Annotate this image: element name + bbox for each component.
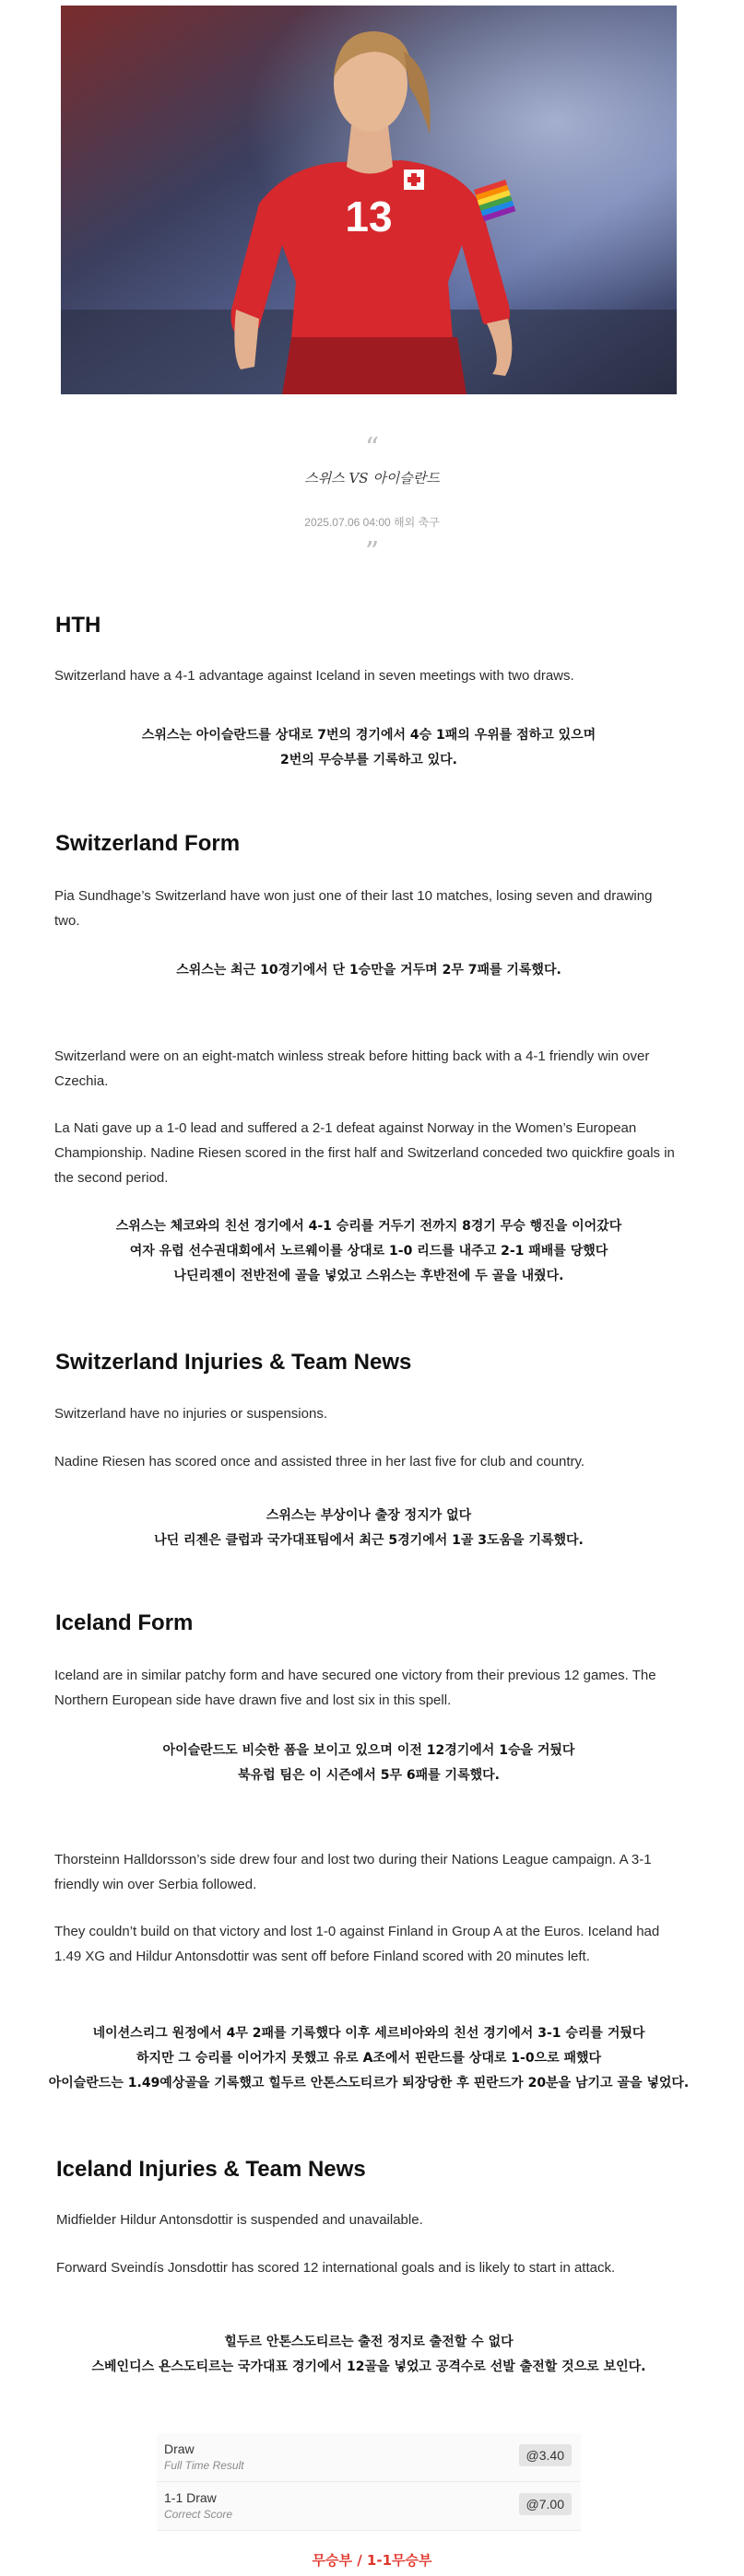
quote-close-icon: ” [364, 536, 380, 568]
paragraph: Nadine Riesen has scored once and assisted three in her last five for club and country. [54, 1454, 585, 1469]
selection-name: Draw [164, 2441, 195, 2456]
final-pick: 무승부 / 1-1무승부 [312, 2552, 432, 2569]
paragraph: Iceland are in similar patchy form and have secured one victory from their previous 12 games. The Northern European side have drawn five and lost six in this spell. [54, 1668, 656, 1708]
odds-table [157, 2433, 581, 2531]
odds-row[interactable] [157, 2482, 581, 2531]
post-meta: 2025.07.06 04:00 해외 축구 [304, 516, 440, 529]
korean-line: 스위스는 최근 10경기에서 단 1승만을 거두며 2무 7패를 기록했다. [176, 963, 561, 978]
odds-row[interactable] [157, 2433, 581, 2482]
korean-line: 2번의 무승부를 기록하고 있다. [280, 753, 457, 767]
section-heading-switzerland-injuries: Switzerland Injuries & Team News [55, 1350, 412, 1375]
paragraph: Thorsteinn Halldorsson’s side drew four and lost two during their Nations League campaign. A 3-1 friendly win over Serbia followed. [54, 1852, 652, 1892]
korean-summary [37, 1739, 701, 1788]
odds-price-button[interactable]: @3.40 [519, 2444, 572, 2466]
korean-summary [37, 1214, 701, 1289]
korean-line: 스위스는 부상이나 출장 정지가 없다 [266, 1508, 472, 1523]
korean-line: 네이션스리그 원정에서 4무 2패를 기록했다 이후 세르비아와의 친선 경기에서 3-1 승리를 거뒀다 [92, 2026, 645, 2041]
section-heading-iceland-form: Iceland Form [55, 1610, 194, 1635]
korean-line: 스위스는 체코와의 친선 경기에서 4-1 승리를 거두기 전까지 8경기 무승 행진을 이어갔다 [115, 1219, 622, 1234]
hero-image [61, 6, 677, 394]
selection-name: 1-1 Draw [164, 2490, 217, 2505]
korean-line: 스베인디스 욘스도티르는 국가대표 경기에서 12골을 넣었고 공격수로 선발 출전할 것으로 보인다. [91, 2359, 646, 2374]
paragraph: Midfielder Hildur Antonsdottir is suspended and unavailable. [56, 2212, 423, 2228]
korean-line: 하지만 그 승리를 이어가지 못했고 유로 A조에서 핀란드를 상대로 1-0으로 패했다 [136, 2051, 602, 2066]
korean-line: 나딘 리젠은 클럽과 국가대표팀에서 최근 5경기에서 1골 3도움을 기록했다. [154, 1533, 584, 1548]
korean-summary [37, 723, 701, 773]
korean-line: 여자 유럽 선수권대회에서 노르웨이를 상대로 1-0 리드를 내주고 2-1 패배를 당했다 [129, 1244, 608, 1259]
section-heading-switzerland-form: Switzerland Form [55, 831, 241, 856]
section-heading-hth: HTH [55, 613, 101, 638]
korean-summary [37, 2330, 701, 2380]
korean-line: 아이슬란드도 비슷한 폼을 보이고 있으며 이전 12경기에서 1승을 거뒀다 [162, 1743, 575, 1758]
korean-summary [18, 2021, 719, 2096]
korean-line: 북유럽 팀은 이 시즌에서 5무 6패를 기록했다. [238, 1768, 500, 1783]
paragraph: They couldn’t build on that victory and lost 1-0 against Finland in Group A at the Euros. Iceland had 1.49 XG and Hildur Antonsdottir was sent off before Finland scored with 20 minutes left. [54, 1924, 660, 1964]
korean-line: 아이슬란드는 1.49예상골을 기록했고 힐두르 안톤스도티르가 퇴장당한 후 핀란드가 20분을 남기고 골을 넣었다. [48, 2076, 690, 2090]
player-illustration [61, 6, 677, 394]
korean-line: 힐두르 안톤스도티르는 출전 정지로 출전할 수 없다 [224, 2335, 514, 2349]
market-name: Correct Score [164, 2508, 233, 2521]
paragraph: Switzerland have a 4-1 advantage against Iceland in seven meetings with two draws. [54, 668, 574, 684]
korean-summary [37, 1504, 701, 1553]
odds-price-button[interactable]: @7.00 [519, 2493, 572, 2515]
jersey-number: 13 [345, 193, 393, 240]
korean-line: 나딘리젠이 전반전에 골을 넣었고 스위스는 후반전에 두 골을 내줬다. [173, 1269, 564, 1283]
quote-open-icon: “ [364, 432, 380, 464]
paragraph: Switzerland have no injuries or suspensions. [54, 1406, 327, 1422]
page-title: 스위스 VS 아이슬란드 [304, 470, 440, 486]
paragraph: La Nati gave up a 1-0 lead and suffered a 2-1 defeat against Norway in the Women’s European Championship. Nadine Riesen scored in the first half and Switzerland conceded two quickfire goals in the second period. [54, 1120, 675, 1186]
paragraph: Switzerland were on an eight-match winless streak before hitting back with a 4-1 friendly win over Czechia. [54, 1048, 650, 1089]
market-name: Full Time Result [164, 2459, 244, 2472]
section-heading-iceland-injuries: Iceland Injuries & Team News [56, 2157, 366, 2182]
paragraph: Forward Sveindís Jonsdottir has scored 12 international goals and is likely to start in attack. [56, 2260, 616, 2276]
paragraph: Pia Sundhage’s Switzerland have won just one of their last 10 matches, losing seven and drawing two. [54, 888, 653, 929]
korean-summary [37, 958, 701, 983]
korean-line: 스위스는 아이슬란드를 상대로 7번의 경기에서 4승 1패의 우위를 점하고 있으며 [141, 728, 596, 743]
